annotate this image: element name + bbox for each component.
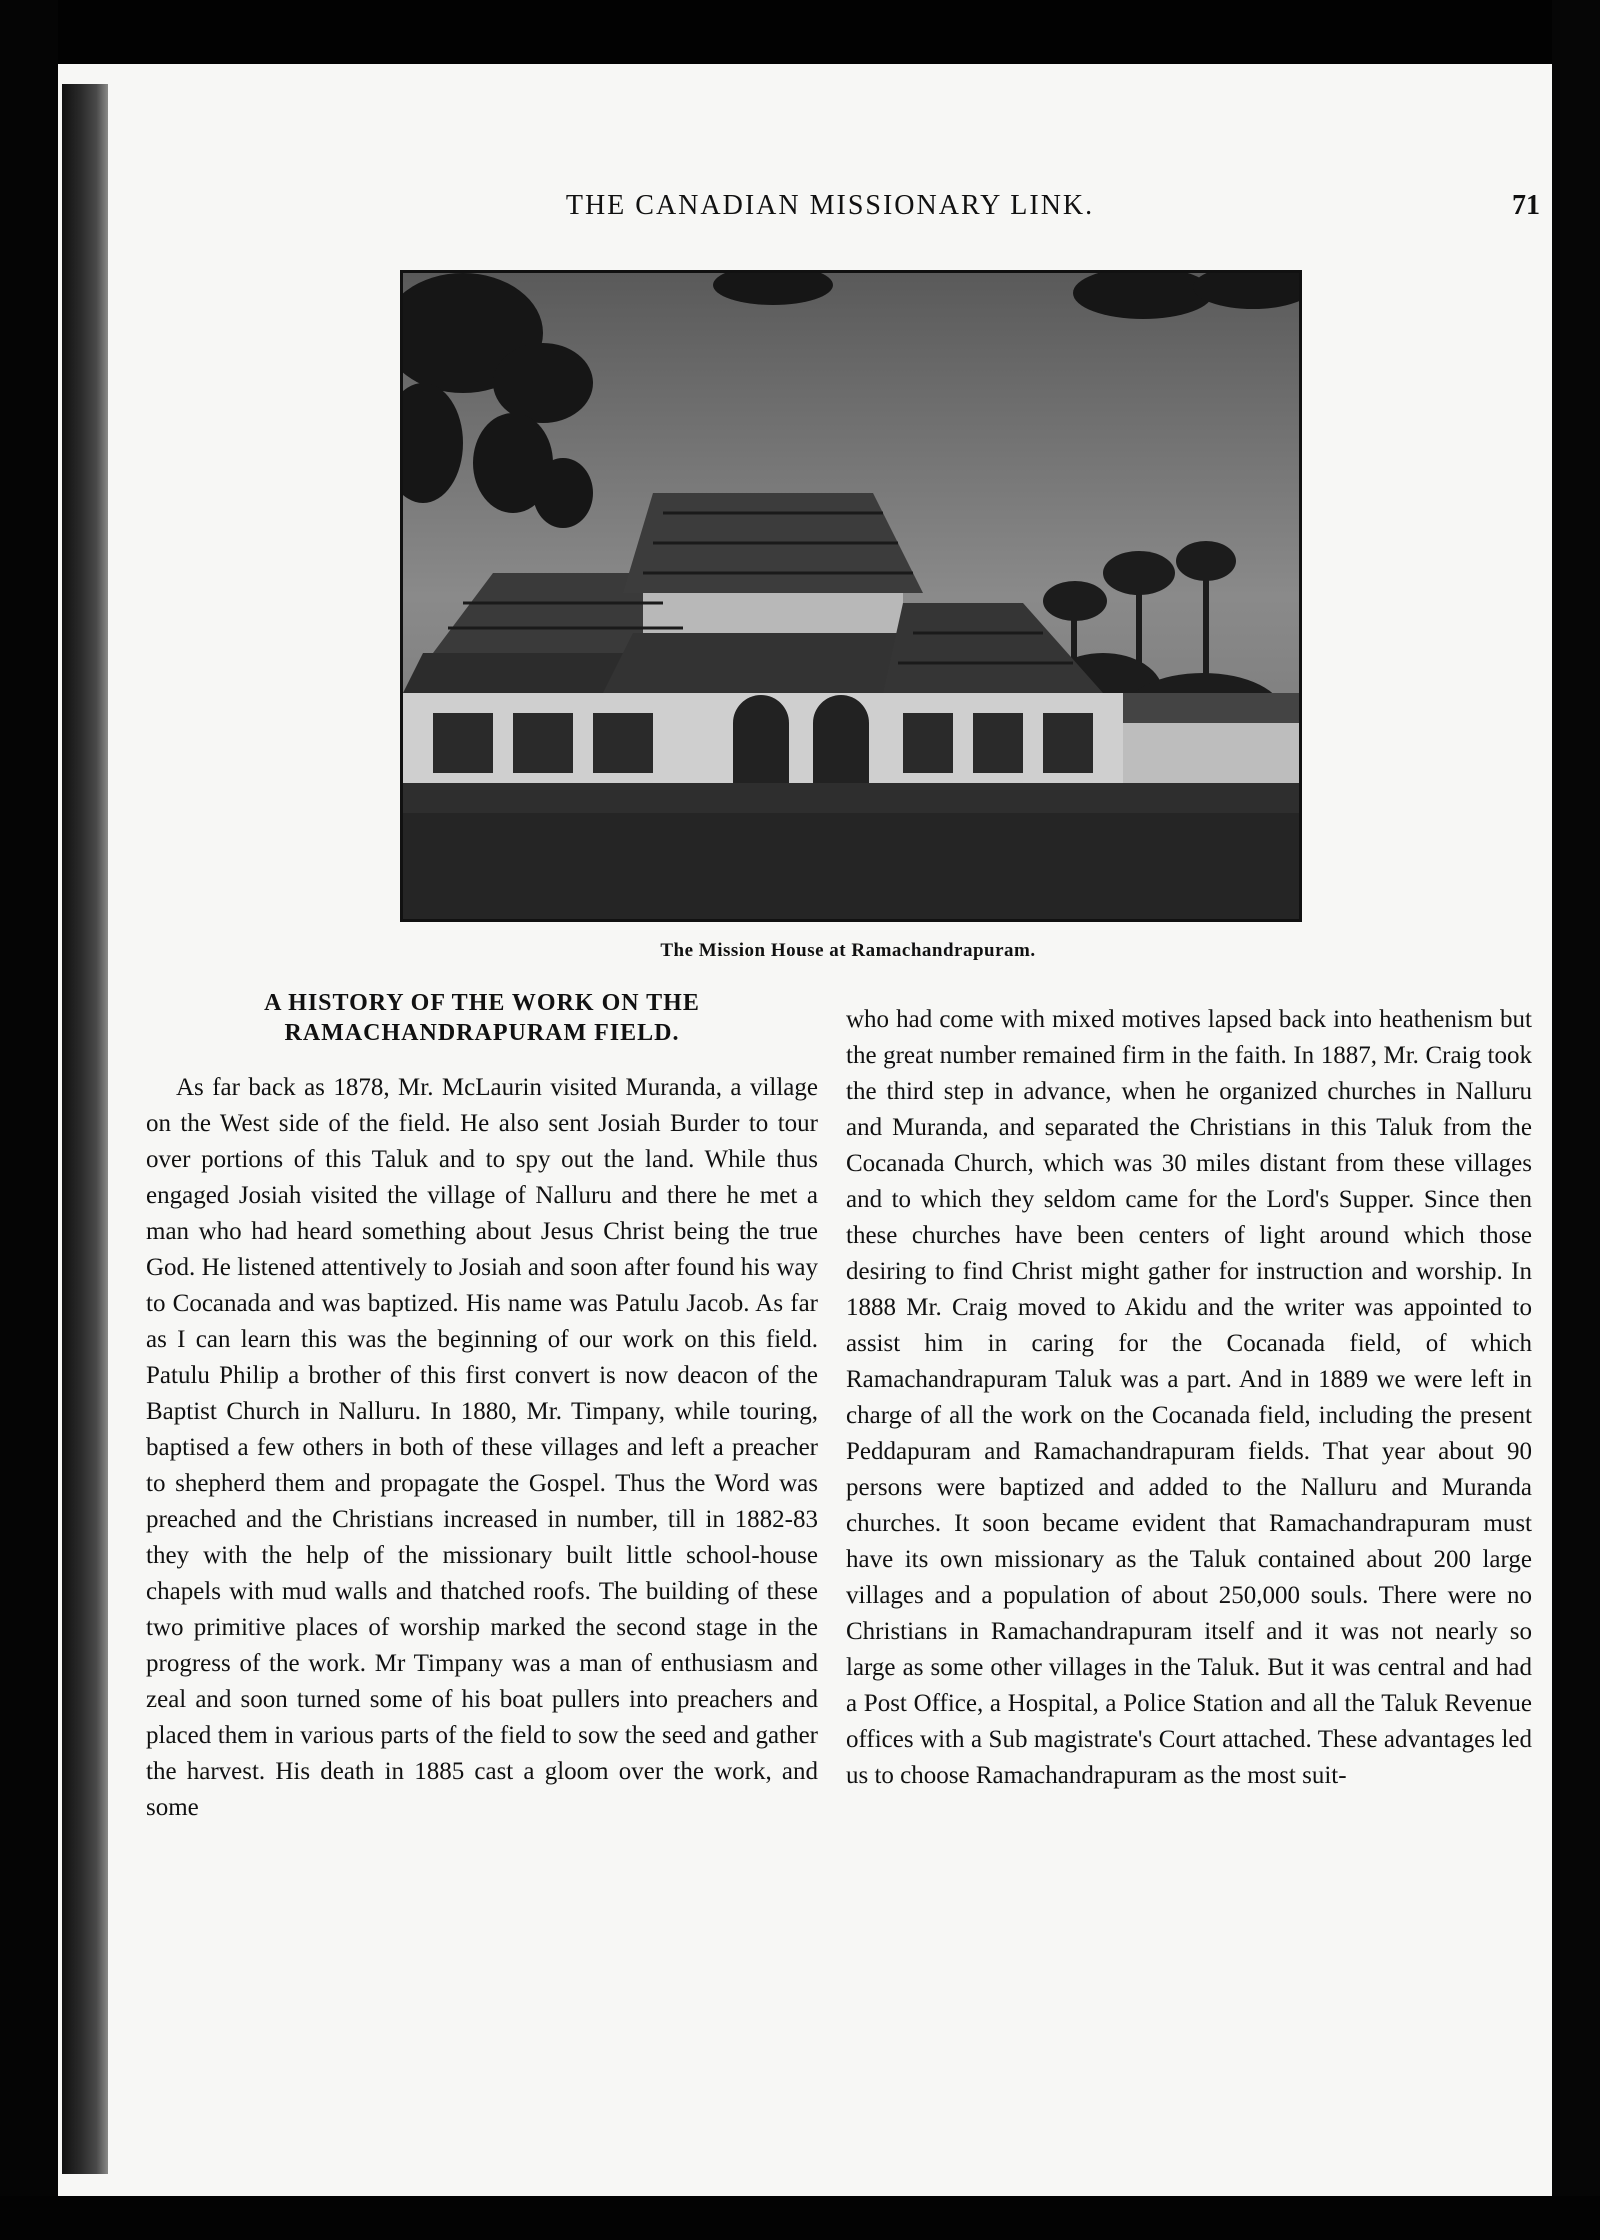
mission-house-illustration (403, 273, 1299, 919)
mission-house-photo (400, 270, 1302, 922)
scan-border-right (1552, 0, 1600, 2240)
page-header (120, 190, 1540, 230)
page-binding-shadow (62, 84, 108, 2174)
right-column (846, 1002, 1532, 1794)
right-column-paragraph: who had come with mixed motives lapsed back into heathenism but the great number remained firm in the faith. In 1887, Mr. Craig took the third step in advance, when he organized churches in Nalluru and Muranda, and separated the Christians in this Taluk from the Cocanada Church, which was 30 miles distant from these villages and to which they seldom came for the Lord's Supper. Since then these churches have been centers of light around which those desiring to find Christ might gather for instruction and worship. In 1888 Mr. Craig moved to Akidu and the writer was appointed to assist him in caring for the Cocanada field, of which Ramachandrapuram Taluk was a part. And in 1889 we were left in charge of all the work on the Cocanada field, including the present Peddapuram and Ramachandrapuram fields. That year about 90 persons were baptized and added to the Nalluru and Muranda churches. It soon became evident that Ramachandrapuram must have its own missionary as the Taluk contained about 200 large villages and a population of about 250,000 souls. There were no Christians in Ramachandrapuram itself and it was not nearly so large as some other villages in the Taluk. But it was central and had a Post Office, a Hospital, a Police Station and all the Taluk Revenue offices with a Sub magistrate's Court attached. These advantages led us to choose Ramachandrapuram as the most suit- (846, 1006, 1532, 1789)
page-number: 71 (1512, 190, 1540, 221)
scan-border-bottom (0, 2196, 1600, 2240)
figure-caption: The Mission House at Ramachandrapuram. (660, 940, 1036, 961)
running-head: THE CANADIAN MISSIONARY LINK. (565, 190, 1095, 221)
left-column-paragraph: As far back as 1878, Mr. McLaurin visited Muranda, a village on the West side of the field. He also sent Josiah Burder to tour over portions of this Taluk and to spy out the land. While thus engaged Josiah visited the village of Nalluru and there he met a man who had heard something about Jesus Christ being the true God. He listened attentively to Josiah and soon after found his way to Cocanada and was baptized. His name was Patulu Jacob. As far as I can learn this was the beginning of our work on this field. Patulu Philip a brother of this first convert is now deacon of the Baptist Church in Nalluru. In 1880, Mr. Timpany, while touring, baptised a few others in both of these villages and left a preacher to shepherd them and propagate the Gospel. Thus the Word was preached and the Christians increased in number, till in 1882-83 they with the help of the missionary built little school-house chapels with mud walls and thatched roofs. The building of these two primitive places of worship marked the second stage in the progress of the work. Mr Timpany was a man of enthusiasm and zeal and soon turned some of his boat pullers into preachers and placed them in various parts of the field to sow the seed and gather the harvest. His death in 1885 cast a gloom over the work, and some (146, 1074, 818, 1821)
article-title: A HISTORY OF THE WORK ON THE RAMACHANDRAPURAM FIELD. (264, 990, 700, 1046)
scan-border-left (0, 0, 58, 2240)
left-column (146, 988, 818, 1826)
